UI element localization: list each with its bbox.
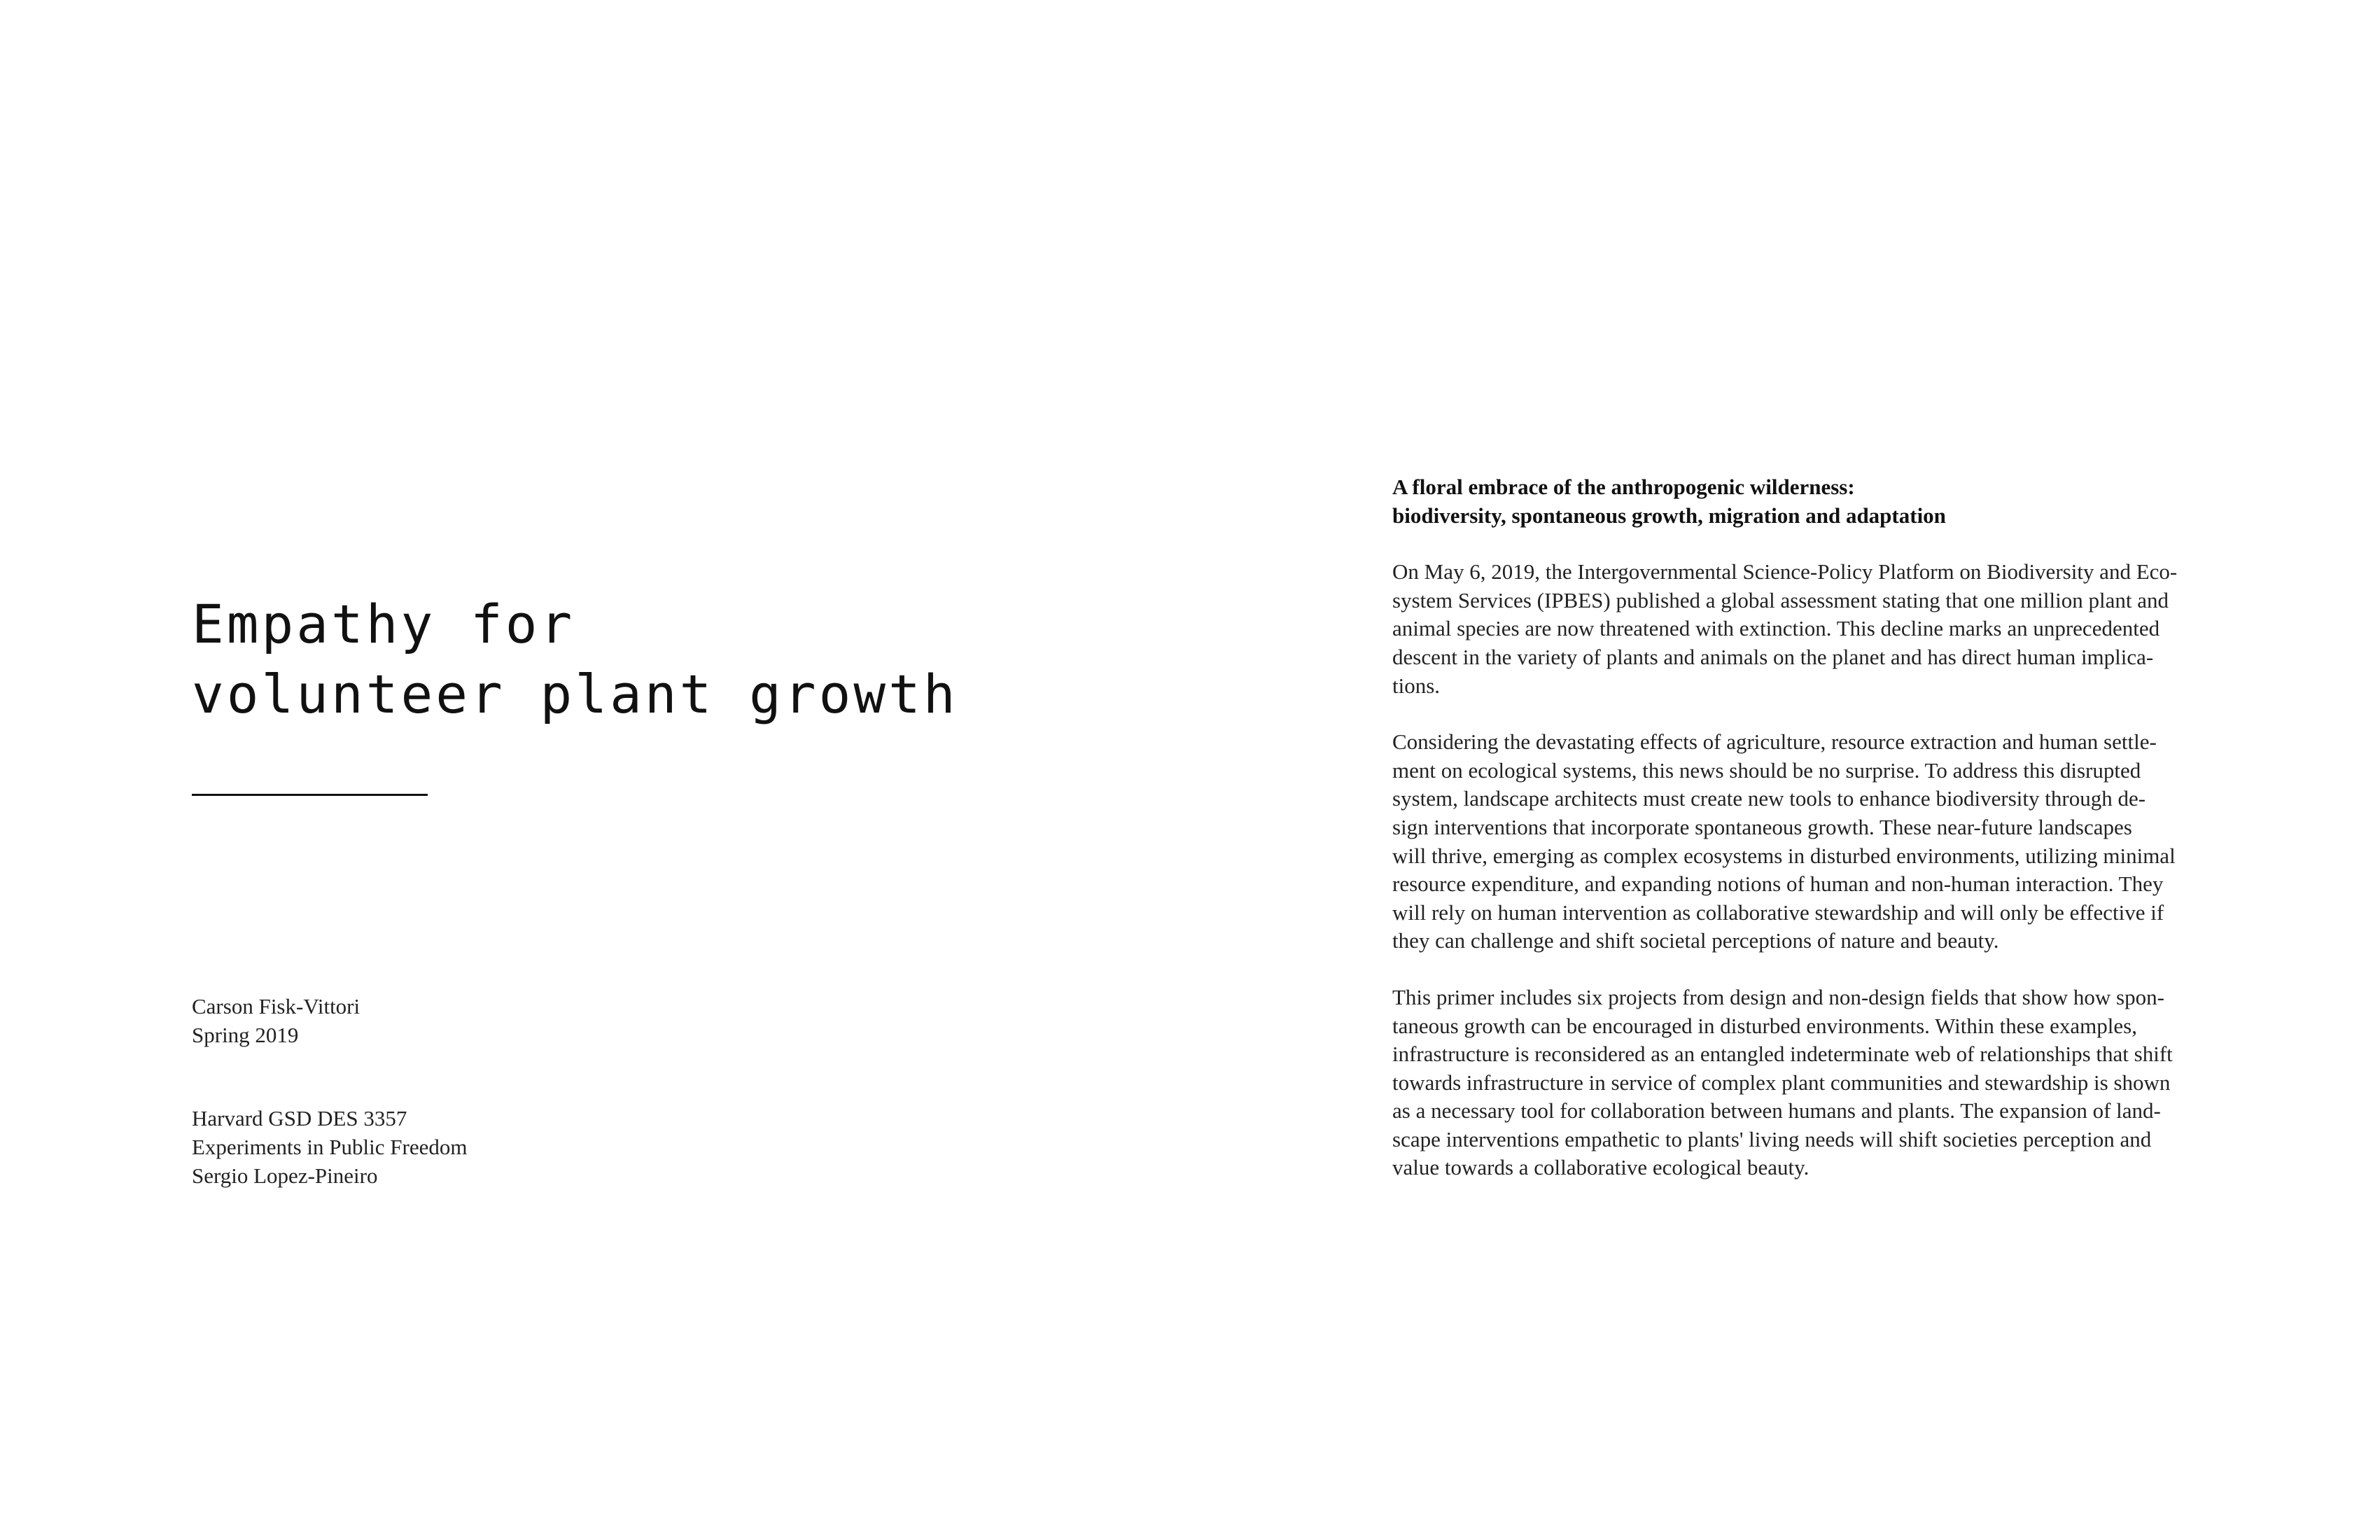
- heading-line: biodiversity, spontaneous growth, migration and adaptation: [1392, 503, 1946, 528]
- paragraph-line: ment on ecological systems, this news should be no surprise. To address this disrupted: [1392, 757, 2141, 783]
- paragraph-line: towards infrastructure in service of complex plant communities and stewardship is shown: [1392, 1070, 2171, 1095]
- term: Spring 2019: [192, 1023, 299, 1047]
- paragraph-line: value towards a collaborative ecological beauty.: [1392, 1155, 1809, 1180]
- paragraph-line: This primer includes six projects from design and non-design fields that show how spon-: [1392, 984, 2164, 1009]
- instructor-name: Sergio Lopez-Pineiro: [192, 1163, 378, 1188]
- author-name: Carson Fisk-Vittori: [192, 994, 360, 1018]
- course-block: [192, 1104, 467, 1190]
- paragraph-line: Considering the devastating effects of agriculture, resource extraction and human settle-: [1392, 729, 2157, 755]
- paragraph-line: system, landscape architects must create new tools to enhance biodiversity through de-: [1392, 786, 2146, 811]
- paragraph-line: taneous growth can be encouraged in disturbed environments. Within these examples,: [1392, 1013, 2137, 1038]
- paragraph-line: will thrive, emerging as complex ecosystems in disturbed environments, utilizing minimal: [1392, 843, 2176, 868]
- essay: [1392, 473, 2225, 1210]
- course-code: Harvard GSD DES 3357: [192, 1106, 407, 1130]
- page-title: [192, 589, 958, 729]
- paragraph-line: sign interventions that incorporate spontaneous growth. These near-future landscapes: [1392, 814, 2132, 839]
- paragraph-line: tions.: [1392, 673, 1441, 698]
- paragraph-line: will rely on human intervention as collaborative stewardship and will only be effective if: [1392, 899, 2164, 925]
- essay-paragraph: [1392, 558, 2225, 700]
- paragraph-line: animal species are now threatened with extinction. This decline marks an unprecedented: [1392, 616, 2160, 641]
- paragraph-line: system Services (IPBES) published a global assessment stating that one million plant and: [1392, 587, 2169, 612]
- course-name: Experiments in Public Freedom: [192, 1135, 468, 1159]
- essay-paragraph: [1392, 728, 2225, 955]
- paragraph-line: On May 6, 2019, the Intergovernmental Science-Policy Platform on Biodiversity and Eco-: [1392, 559, 2178, 584]
- essay-paragraph: [1392, 983, 2225, 1182]
- paragraph-line: scape interventions empathetic to plants' living needs will shift societies perception and: [1392, 1126, 2152, 1152]
- paragraph-line: they can challenge and shift societal perceptions of nature and beauty.: [1392, 928, 1999, 953]
- essay-heading: [1392, 473, 2225, 530]
- paragraph-line: descent in the variety of plants and animals on the planet and has direct human implica-: [1392, 644, 2154, 669]
- title-line: volunteer plant growth: [192, 663, 958, 725]
- paragraph-line: as a necessary tool for collaboration between humans and plants. The expansion of land-: [1392, 1098, 2161, 1124]
- heading-line: A floral embrace of the anthropogenic wilderness:: [1392, 475, 1855, 499]
- paragraph-line: resource expenditure, and expanding notions of human and non-human interaction. They: [1392, 872, 2164, 897]
- title-divider: [192, 794, 428, 796]
- author-block: [192, 992, 360, 1049]
- paragraph-line: infrastructure is reconsidered as an entangled indeterminate web of relationships that shift: [1392, 1042, 2173, 1067]
- title-line: Empathy for: [192, 593, 575, 655]
